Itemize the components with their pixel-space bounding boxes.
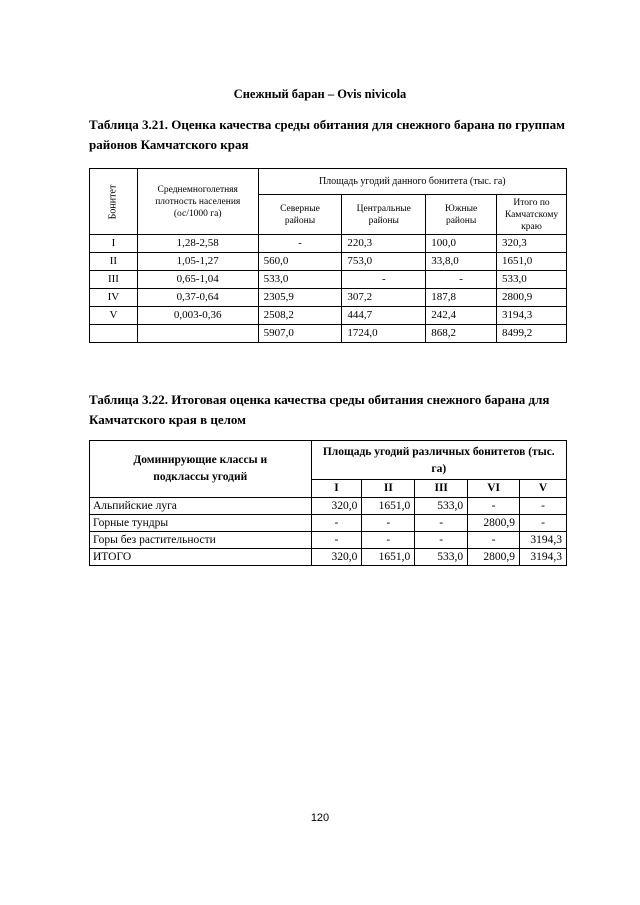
cell-total: 533,0: [497, 271, 567, 289]
cell-I: -: [311, 532, 362, 549]
table-row-total: [90, 549, 567, 566]
cell-III: 533,0: [415, 549, 468, 566]
cell-north: 5907,0: [258, 325, 342, 343]
cell-class-name: Горы без растительности: [90, 532, 312, 549]
cell-central: 307,2: [342, 289, 426, 307]
cell-II: 1651,0: [362, 549, 415, 566]
cell-V: -: [520, 498, 567, 515]
cell-VI: 2800,9: [468, 549, 520, 566]
cell-density: 0,65-1,04: [137, 271, 258, 289]
header-bonitet-label: Бонитет: [107, 184, 119, 219]
cell-bonitet: I: [90, 235, 138, 253]
cell-I: 320,0: [311, 549, 362, 566]
table1-caption-line1: Таблица 3.21. Оценка качества среды обитания для снежного барана по группам: [89, 117, 565, 132]
cell-total: 3194,3: [497, 307, 567, 325]
table-row: [90, 271, 567, 289]
cell-V: -: [520, 515, 567, 532]
cell-I: 320,0: [311, 498, 362, 515]
cell-bonitet: [90, 325, 138, 343]
cell-north: -: [258, 235, 342, 253]
cell-total: 8499,2: [497, 325, 567, 343]
cell-density: 1,28-2,58: [137, 235, 258, 253]
header-central: Центральные районы: [342, 195, 426, 235]
table2-caption: [89, 390, 569, 430]
header-col-II: II: [362, 480, 415, 498]
header-north: Северные районы: [258, 195, 342, 235]
cell-central: 444,7: [342, 307, 426, 325]
cell-II: 1651,0: [362, 498, 415, 515]
cell-II: -: [362, 515, 415, 532]
cell-density: [137, 325, 258, 343]
cell-bonitet: IV: [90, 289, 138, 307]
cell-total: 1651,0: [497, 253, 567, 271]
table-row-total: [90, 325, 567, 343]
cell-south: 187,8: [426, 289, 497, 307]
header-density: Среднемноголетняя плотность населения (ос/1000 га): [137, 169, 258, 235]
cell-north: 560,0: [258, 253, 342, 271]
cell-bonitet: V: [90, 307, 138, 325]
cell-bonitet: II: [90, 253, 138, 271]
cell-class-name: Горные тундры: [90, 515, 312, 532]
table1-caption: [89, 115, 569, 155]
page-number: 120: [310, 812, 330, 824]
header-total: Итого по Камчатскому краю: [497, 195, 567, 235]
cell-VI: 2800,9: [468, 515, 520, 532]
table-row: [90, 498, 567, 515]
header-col-III: III: [415, 480, 468, 498]
cell-central: -: [342, 271, 426, 289]
cell-north: 2305,9: [258, 289, 342, 307]
cell-total: 320,3: [497, 235, 567, 253]
table1: [89, 168, 567, 343]
cell-central: 220,3: [342, 235, 426, 253]
header-area: Площадь угодий данного бонитета (тыс. га): [258, 169, 566, 195]
header-col-VI: VI: [468, 480, 520, 498]
cell-density: 0,37-0,64: [137, 289, 258, 307]
cell-V: 3194,3: [520, 532, 567, 549]
cell-I: -: [311, 515, 362, 532]
cell-density: 1,05-1,27: [137, 253, 258, 271]
table-row: [90, 289, 567, 307]
table-row: [90, 235, 567, 253]
cell-central: 753,0: [342, 253, 426, 271]
header-bonitet: [90, 169, 138, 235]
table2-caption-line2: Камчатского края в целом: [89, 412, 247, 427]
table-row: [90, 253, 567, 271]
header-col-V: V: [520, 480, 567, 498]
header-area: Площадь угодий различных бонитетов (тыс. га): [311, 441, 566, 480]
cell-south: 100,0: [426, 235, 497, 253]
cell-III: -: [415, 515, 468, 532]
table-row: [90, 307, 567, 325]
cell-III: -: [415, 532, 468, 549]
header-classes: Доминирующие классы и подклассы угодий: [90, 441, 312, 498]
table-row: [90, 532, 567, 549]
cell-south: -: [426, 271, 497, 289]
cell-class-name: Альпийские луга: [90, 498, 312, 515]
cell-south: 868,2: [426, 325, 497, 343]
cell-density: 0,003-0,36: [137, 307, 258, 325]
cell-VI: -: [468, 498, 520, 515]
cell-III: 533,0: [415, 498, 468, 515]
cell-total: 2800,9: [497, 289, 567, 307]
cell-south: 242,4: [426, 307, 497, 325]
section-title: Снежный баран – Ovis nivicola: [233, 87, 407, 101]
cell-class-name: ИТОГО: [90, 549, 312, 566]
cell-II: -: [362, 532, 415, 549]
cell-VI: -: [468, 532, 520, 549]
table2: [89, 440, 567, 566]
cell-V: 3194,3: [520, 549, 567, 566]
cell-bonitet: III: [90, 271, 138, 289]
table2-caption-line1: Таблица 3.22. Итоговая оценка качества среды обитания снежного барана для: [89, 392, 550, 407]
cell-north: 533,0: [258, 271, 342, 289]
table1-caption-line2: районов Камчатского края: [89, 137, 249, 152]
header-col-I: I: [311, 480, 362, 498]
table-row: [90, 515, 567, 532]
cell-south: 33,8,0: [426, 253, 497, 271]
cell-central: 1724,0: [342, 325, 426, 343]
header-south: Южные районы: [426, 195, 497, 235]
cell-north: 2508,2: [258, 307, 342, 325]
